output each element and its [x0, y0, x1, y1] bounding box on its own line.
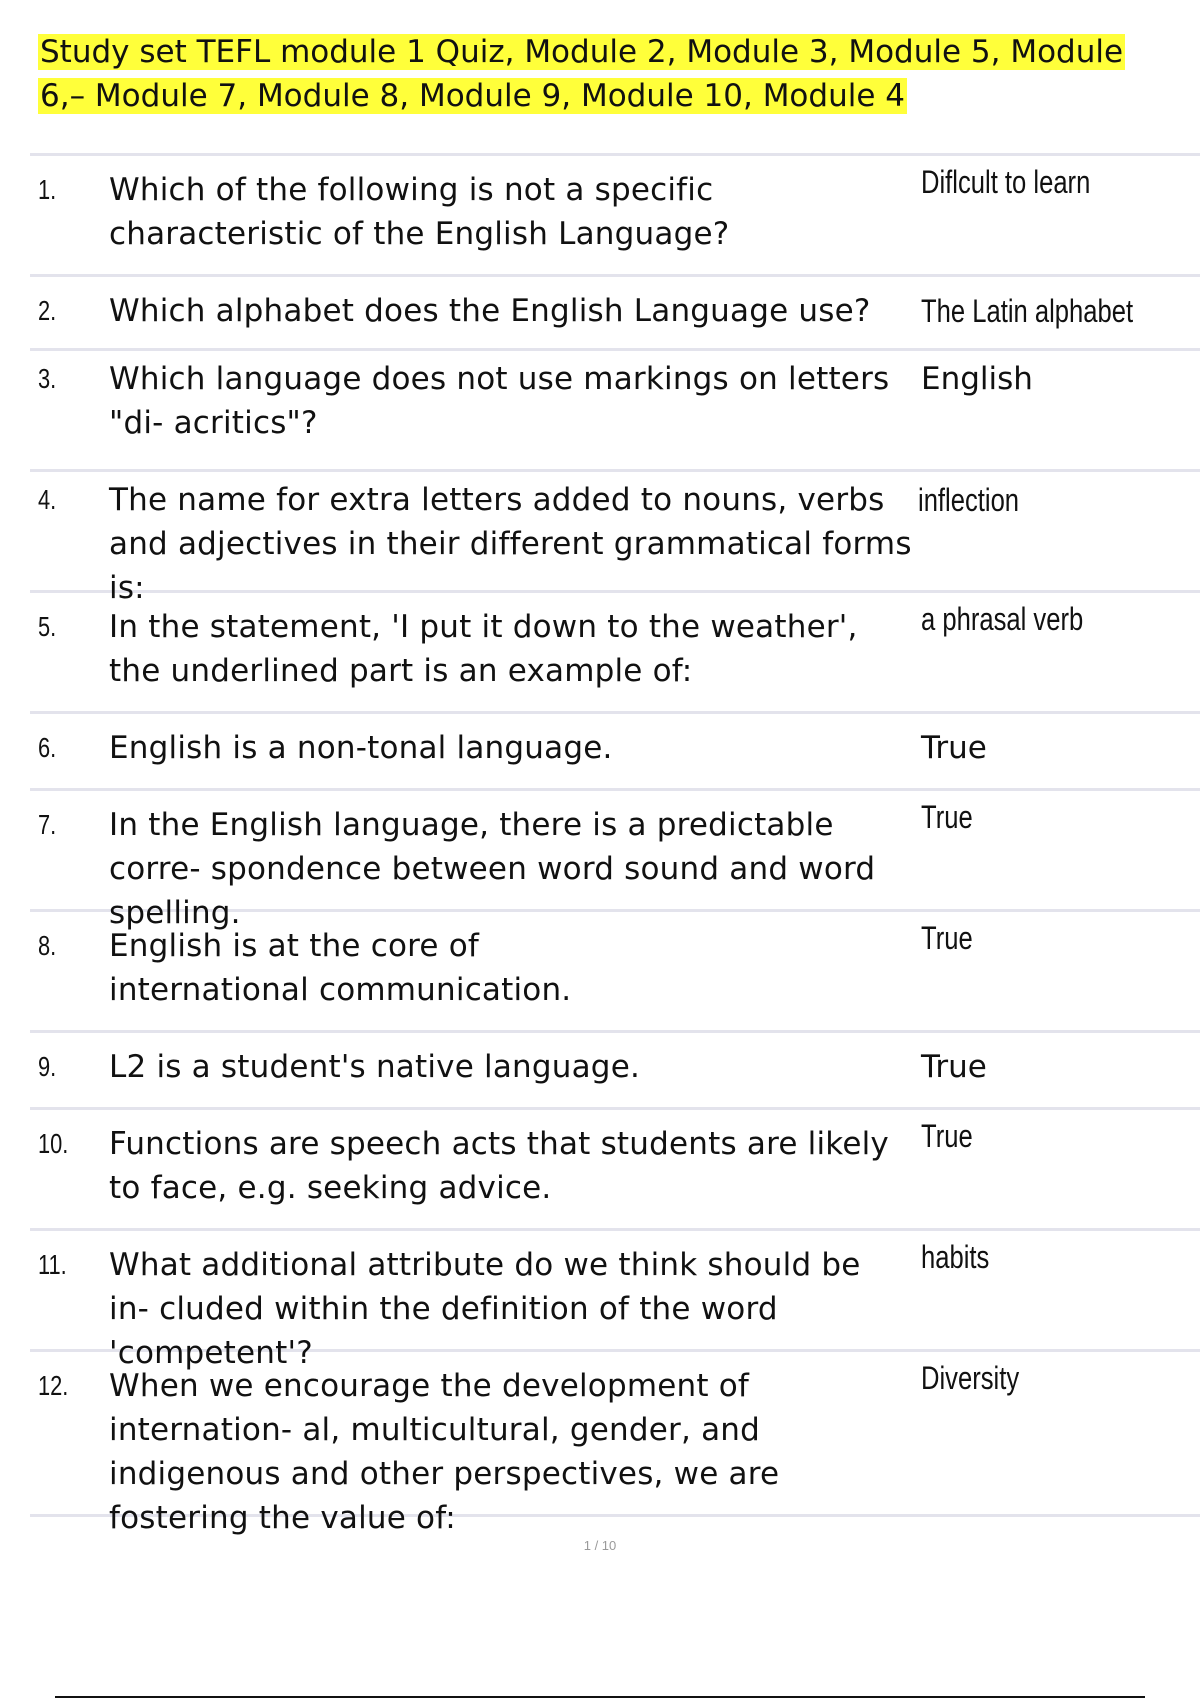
table-row: [30, 714, 1200, 791]
footer-divider: [55, 1696, 1145, 1698]
page-indicator: 1 / 10: [583, 1538, 617, 1553]
item-question: The name for extra letters added to nouns, verbs and adjectives in their different grammatical forms is:: [109, 482, 912, 606]
item-question: L2 is a student's native language.: [109, 1049, 641, 1085]
item-question: When we encourage the development of internation- al, multicultural, gender, and indigenous and other perspectives, we are fostering the value of:: [109, 1368, 780, 1536]
table-row: [30, 351, 1200, 472]
item-answer: The Latin alphabet: [921, 293, 1134, 329]
item-number: 9.: [38, 1051, 57, 1082]
table-row: [30, 472, 1200, 606]
item-question: Which of the following is not a specific characteristic of the English Language?: [109, 172, 730, 252]
item-answer: a phrasal verb: [921, 601, 1084, 637]
item-number: 1.: [38, 174, 57, 205]
item-answer: True: [921, 920, 973, 956]
table-row: [30, 1110, 1200, 1231]
document-title: [38, 30, 1148, 118]
item-answer: True: [921, 1049, 987, 1085]
item-answer: Diflcult to learn: [921, 164, 1091, 200]
item-number: 11.: [38, 1249, 67, 1280]
item-question: Which language does not use markings on letters "di- acritics"?: [109, 361, 890, 441]
item-number: 6.: [38, 732, 57, 763]
table-row: [30, 791, 1200, 931]
item-answer: Diversity: [921, 1360, 1020, 1396]
item-answer: True: [921, 730, 987, 766]
item-answer: inflection: [918, 482, 1020, 518]
table-row: [30, 277, 1200, 351]
item-number: 4.: [38, 484, 57, 515]
table-row: [30, 1352, 1200, 1536]
item-question: English is a non-tonal language.: [109, 730, 613, 766]
item-answer: habits: [921, 1239, 990, 1275]
item-answer: True: [921, 1118, 973, 1154]
table-row: [30, 1033, 1200, 1110]
item-number: 7.: [38, 809, 57, 840]
item-question: Which alphabet does the English Language use?: [109, 293, 871, 329]
item-number: 3.: [38, 363, 57, 394]
item-question: Functions are speech acts that students are likely to face, e.g. seeking advice.: [109, 1126, 889, 1206]
item-number: 5.: [38, 611, 57, 642]
table-row: [30, 912, 1200, 1033]
item-question: English is at the core of international communication.: [109, 928, 572, 1008]
item-number: 2.: [38, 295, 57, 326]
item-answer: True: [921, 799, 973, 835]
item-number: 8.: [38, 930, 57, 961]
item-number: 12.: [38, 1370, 69, 1401]
item-number: 10.: [38, 1128, 69, 1159]
table-row: [30, 156, 1200, 277]
table-row: [30, 1231, 1200, 1371]
item-answer: English: [921, 361, 1033, 397]
item-question: What additional attribute do we think should be in- cluded within the definition of the word 'competent'?: [109, 1247, 861, 1371]
document-title-text: Study set TEFL module 1 Quiz, Module 2, Module 3, Module 5, Module 6,– Module 7, Module 8, Module 9, Module 10, Module 4: [40, 34, 1124, 114]
quiz-table: [30, 153, 1200, 1536]
table-row: [30, 593, 1200, 714]
item-question: In the statement, 'I put it down to the weather', the underlined part is an example of:: [109, 609, 858, 689]
item-question: In the English language, there is a predictable corre- spondence between word sound and word spelling.: [109, 807, 876, 931]
